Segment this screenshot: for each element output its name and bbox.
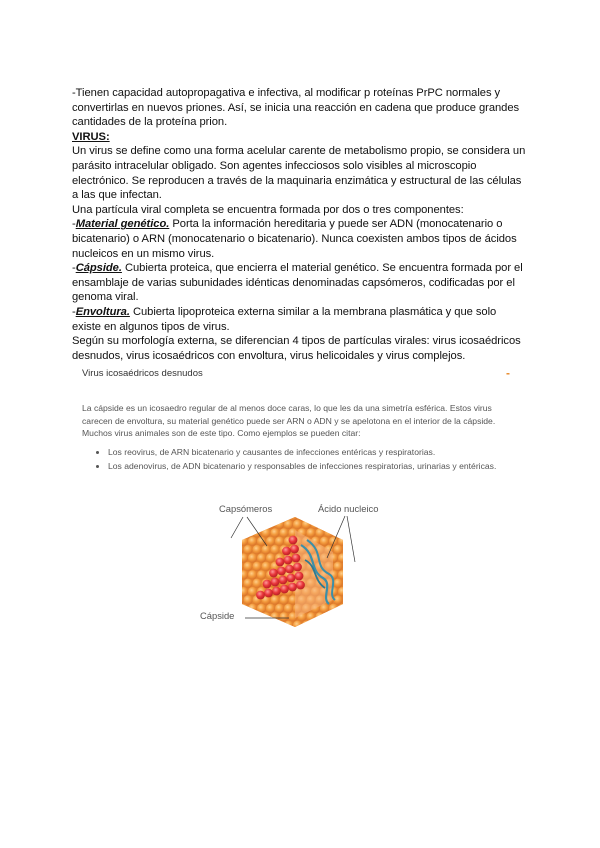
capsomer	[266, 520, 275, 529]
insert-orange-dash: -	[506, 366, 510, 380]
capsomer	[257, 621, 266, 630]
capsomer	[306, 612, 315, 621]
component-text: Cubierta lipoproteica externa similar a la membrana plasmática y que solo existe en algunos tipos de virus.	[72, 305, 497, 333]
capsomer	[284, 621, 293, 630]
capsomer	[266, 537, 275, 546]
capsomer	[324, 612, 333, 621]
capsomer	[239, 570, 248, 579]
virus-definition: Un virus se define como una forma acelular carente de metabolismo propio, se considera un parásito intracelular obligado. Son agentes infecciosos solo visibles al microscopio electrónico. Se reproducen a través de la maquinaria enzimática y estructural de las células a las que infectan.	[72, 145, 526, 202]
capsomer	[293, 621, 302, 630]
capsomer	[279, 612, 288, 621]
capsomer	[297, 511, 306, 520]
component-material-genetico	[72, 217, 528, 261]
capsomer	[311, 621, 320, 630]
capsomer	[257, 604, 266, 613]
capsomer	[333, 612, 342, 621]
capsomer-cut	[277, 567, 286, 576]
capsomer	[248, 537, 257, 546]
list-item: • Los reovirus, de ARN bicatenario y causantes de infecciones entéricas y respiratorias.	[108, 446, 522, 459]
capsomer-cut	[285, 565, 294, 574]
components-intro: Una partícula viral completa se encuentra formada por dos o tres componentes:	[72, 203, 464, 216]
capsomer-cut	[256, 591, 265, 600]
insert-bullet-list	[82, 446, 522, 473]
capsomer-cut	[287, 574, 296, 583]
capsomer	[257, 520, 266, 529]
capsomer	[252, 562, 261, 571]
component-envoltura	[72, 305, 528, 334]
capsomer	[243, 528, 252, 537]
component-text: Cubierta proteica, que encierra el material genético. Se encuentra formada por el ensamblaje de varias subunidades idénticas denominadas capsómeros, codificadas por el genoma viral.	[72, 262, 523, 304]
capsomer	[338, 604, 347, 613]
capsomer	[234, 579, 243, 588]
capsomer-cut	[276, 558, 285, 567]
capsomer	[243, 545, 252, 554]
capsid-body	[234, 511, 347, 629]
capsomer	[270, 595, 279, 604]
capsomer	[239, 587, 248, 596]
insert-title: Virus icosaédricos desnudos	[82, 368, 203, 379]
term-material-genetico: Material genético.	[75, 218, 170, 231]
capsomer-cut	[264, 589, 273, 598]
capsomer	[284, 520, 293, 529]
capsomer	[288, 511, 297, 520]
prion-paragraph: -Tienen capacidad autopropagativa e infectiva, al modificar p roteínas PrPC normales y convertirlas en nuevos priones. Así, se inicia una reacción en cadena que produce grandes cantidades de la proteína prion.	[72, 87, 520, 129]
capsomer	[248, 604, 257, 613]
capsomer	[270, 545, 279, 554]
capsomer	[302, 621, 311, 630]
morphology-paragraph: Según su morfología externa, se diferencian 4 tipos de partículas virales: virus icosaédricos desnudos, virus icosaédricos con envoltura, virus helicoidales y virus complejos.	[72, 335, 521, 362]
capsomer-cut	[280, 585, 289, 594]
capsomer	[320, 621, 329, 630]
capsomer-cut	[272, 587, 281, 596]
icosahedral-virus-figure	[200, 500, 405, 650]
main-text-block	[72, 86, 528, 363]
capsomer	[257, 570, 266, 579]
capsomer	[248, 621, 257, 630]
capsomer-cut	[284, 556, 293, 565]
capsomer	[248, 553, 257, 562]
capsomer	[266, 621, 275, 630]
term-envoltura: Envoltura.	[75, 305, 130, 318]
capsomer	[270, 528, 279, 537]
leader-line	[347, 516, 355, 562]
capsomer	[329, 520, 338, 529]
capsomer	[261, 545, 270, 554]
capsomer-cut	[295, 572, 304, 581]
capsomer	[243, 579, 252, 588]
capsomer	[306, 528, 315, 537]
list-dash: -	[72, 218, 76, 231]
capsomer	[234, 595, 243, 604]
capsomer	[293, 520, 302, 529]
capsomer	[333, 545, 342, 554]
label-acido-nucleico: Ácido nucleico	[318, 503, 379, 514]
capsomer	[315, 528, 324, 537]
capsomer	[261, 612, 270, 621]
capsomer	[329, 537, 338, 546]
capsomer	[279, 595, 288, 604]
capsomer	[266, 553, 275, 562]
capsomer	[243, 562, 252, 571]
capsomer-cut	[290, 545, 299, 554]
leader-line	[231, 517, 243, 538]
capsomer	[275, 520, 284, 529]
capsomer	[234, 545, 243, 554]
capsomer	[252, 545, 261, 554]
list-item: • Los adenovirus, de ADN bicatenario y responsables de infecciones respiratorias, urinarias y entéricas.	[108, 460, 522, 473]
label-capside: Cápside	[200, 610, 235, 621]
capsomer	[252, 579, 261, 588]
capsomer	[234, 612, 243, 621]
capsomer	[239, 621, 248, 630]
capsomer	[279, 528, 288, 537]
virus-heading: VIRUS:	[72, 130, 110, 143]
component-capside	[72, 261, 528, 305]
capsomer-cut	[271, 578, 280, 587]
insert-paragraph: La cápside es un icosaedro regular de al menos doce caras, lo que les da una simetría esférica. Estos virus carecen de envoltura, su material genético puede ser ARN o ADN y se apelotona en el interior de la cápside. Muchos virus animales son de este tipo. Como ejemplos se pueden citar:	[82, 403, 496, 438]
capsomer	[239, 537, 248, 546]
capsomer	[333, 562, 342, 571]
capsomer	[338, 553, 347, 562]
capsomer	[302, 520, 311, 529]
capsomer	[320, 537, 329, 546]
capsomer	[329, 621, 338, 630]
capsomer-cut	[296, 581, 305, 590]
capsomer	[266, 604, 275, 613]
capsomer	[284, 604, 293, 613]
capsomer	[248, 587, 257, 596]
virus-illustration	[205, 500, 405, 650]
capsomer-cut	[293, 563, 302, 572]
capsomer	[279, 511, 288, 520]
capsomer	[257, 553, 266, 562]
capsomer	[261, 528, 270, 537]
capsomer-cut	[269, 569, 278, 578]
capsomer	[275, 621, 284, 630]
capsomer	[311, 520, 320, 529]
capsomer	[306, 511, 315, 520]
capsomer	[261, 562, 270, 571]
capsomer	[338, 587, 347, 596]
capsomer	[338, 570, 347, 579]
capsomer	[338, 621, 347, 630]
capsomer	[252, 612, 261, 621]
term-capside: Cápside.	[75, 262, 122, 275]
capsomer-cut	[279, 576, 288, 585]
capsomer	[275, 604, 284, 613]
capsomer-cut	[282, 547, 291, 556]
capsomer	[333, 579, 342, 588]
capsomer	[338, 537, 347, 546]
capsomer	[315, 612, 324, 621]
capsomer	[320, 520, 329, 529]
capsomer	[243, 595, 252, 604]
capsomer	[239, 553, 248, 562]
capsomer-cut	[263, 580, 272, 589]
capsomer	[239, 604, 248, 613]
capsomer	[275, 537, 284, 546]
list-dash: -	[72, 262, 76, 275]
component-text: Porta la información hereditaria y puede ser ADN (monocatenario o bicatenario) o ARN (monocatenario o bicatenario). Nunca coexisten ambos tipos de ácidos nucleicos en un mismo virus.	[72, 218, 517, 260]
capsomer	[248, 570, 257, 579]
list-dash: -	[72, 305, 76, 318]
capsomer-cut	[288, 583, 297, 592]
capsomer	[329, 604, 338, 613]
capsomer-cut	[292, 554, 301, 563]
insert-body	[82, 402, 522, 475]
label-capsomeros: Capsómeros	[219, 503, 273, 514]
capsomer-cut	[289, 536, 298, 545]
capsomer	[270, 612, 279, 621]
capsomer	[243, 612, 252, 621]
capsomer	[324, 528, 333, 537]
capsomer	[234, 562, 243, 571]
